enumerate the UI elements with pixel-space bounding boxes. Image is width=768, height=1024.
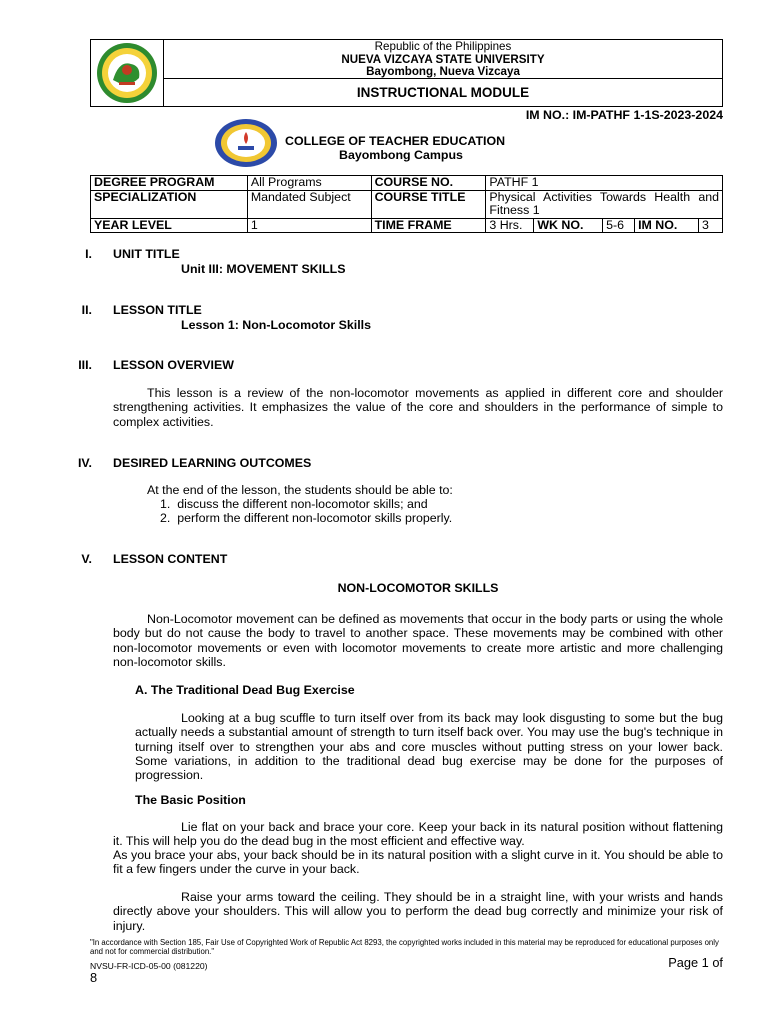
section-heading-content: LESSON CONTENT — [113, 552, 228, 566]
college-campus: Bayombong Campus — [339, 148, 463, 162]
wk-no-value: 5-6 — [603, 218, 635, 233]
im-no-label: IM NO. — [635, 218, 699, 233]
overview-paragraph: This lesson is a review of the non-locomotor movements as applied in different core and shoulder strengthening activities. It emphasizes the value of the core and shoulders in the performance of simple to complex activities. — [113, 386, 723, 429]
college-name: COLLEGE OF TEACHER EDUCATION — [285, 134, 506, 148]
time-frame-value: 3 Hrs. — [486, 218, 534, 233]
content-intro-paragraph: Non-Locomotor movement can be defined as movements that occur in the body parts or using the whole body but do not cause the body to travel to another space. These movements may be combined with other non-locomotor movements or even with locomotor movements to create more artistic and more challenging non-locomotor skills. — [113, 612, 723, 669]
basic-position-paragraph-3: Raise your arms toward the ceiling. They should be in a straight line, with your wrists and hands directly above your shoulders. This will allow you to perform the dead bug correctly and minimize your risk of injury. — [113, 890, 723, 933]
section-number: IV. — [77, 456, 92, 470]
content-title: NON-LOCOMOTOR SKILLS — [337, 581, 499, 595]
university-location: Bayombong, Nueva Vizcaya — [366, 65, 520, 79]
lesson-title: Lesson 1: Non-Locomotor Skills — [181, 318, 372, 332]
copyright-notice: "In accordance with Section 185, Fair Use of Copyrighted Work of Republic Act 8293, the copyrighted works included in this material may be reproduced for educational purposes only and not for commercial distribution." — [90, 938, 719, 956]
course-no-value: PATHF 1 — [486, 176, 723, 191]
page-indicator: Page 1 of — [668, 955, 723, 970]
section-heading-outcomes: DESIRED LEARNING OUTCOMES — [113, 456, 312, 470]
section-heading-unit: UNIT TITLE — [113, 247, 180, 261]
im-no-value: 3 — [698, 218, 722, 233]
section-number: I. — [85, 247, 92, 261]
republic-line: Republic of the Philippines — [374, 40, 512, 53]
year-level-label: YEAR LEVEL — [91, 218, 248, 233]
time-frame-label: TIME FRAME — [371, 218, 486, 233]
document-header — [90, 39, 723, 107]
university-name: NUEVA VIZCAYA STATE UNIVERSITY — [341, 52, 545, 66]
unit-title: Unit III: MOVEMENT SKILLS — [181, 262, 346, 276]
wk-no-label: WK NO. — [534, 218, 603, 233]
course-info-table — [90, 175, 723, 233]
outcome-item: 2. perform the different non-locomotor skills properly. — [160, 511, 453, 525]
specialization-value: Mandated Subject — [247, 190, 371, 218]
section-heading-lesson: LESSON TITLE — [113, 303, 202, 317]
year-level-value: 1 — [247, 218, 371, 233]
specialization-label: SPECIALIZATION — [91, 190, 248, 218]
section-number: III. — [78, 358, 92, 372]
basic-position-paragraph-1: Lie flat on your back and brace your core. Keep your back in its natural position without flattening it. This will help you do the dead bug in the most efficient and effective way. — [113, 820, 723, 849]
course-title-value: Physical Activities Towards Health and Fitness 1 — [486, 190, 723, 218]
basic-position-title: The Basic Position — [135, 793, 246, 807]
form-code: NVSU-FR-ICD-05-00 (081220) — [90, 961, 208, 971]
subsection-title-dead-bug: A. The Traditional Dead Bug Exercise — [135, 683, 355, 697]
page-total: 8 — [90, 970, 98, 985]
university-logo-cell — [91, 40, 164, 106]
college-logo — [214, 118, 278, 168]
university-seal-icon — [91, 40, 163, 106]
im-number: IM NO.: IM-PATHF 1-1S-2023-2024 — [525, 108, 723, 122]
course-title-label: COURSE TITLE — [371, 190, 486, 218]
section-number: II. — [81, 303, 92, 317]
college-seal-icon — [214, 118, 278, 168]
basic-position-paragraph-2: As you brace your abs, your back should be in its natural position with a slight curve in it. You should be able to fit a few fingers under the curve in your back. — [113, 848, 723, 877]
degree-program-label: DEGREE PROGRAM — [91, 176, 248, 191]
degree-program-value: All Programs — [247, 176, 371, 191]
dead-bug-paragraph: Looking at a bug scuffle to turn itself over from its back may look disgusting to some but the bug actually needs a substantial amount of strength to turn itself back over. You may use the bug's technique in turning itself over to strengthen your abs and core muscles without putting stress on your lower back. Some variations, in addition to the traditional dead bug exercise may be done for the purposes of progression. — [135, 711, 723, 783]
section-number: V. — [81, 552, 92, 566]
section-heading-overview: LESSON OVERVIEW — [113, 358, 234, 372]
outcomes-intro: At the end of the lesson, the students should be able to: — [147, 483, 453, 497]
module-title: INSTRUCTIONAL MODULE — [356, 85, 530, 100]
outcome-item: 1. discuss the different non-locomotor skills; and — [160, 497, 428, 511]
course-no-label: COURSE NO. — [371, 176, 486, 191]
